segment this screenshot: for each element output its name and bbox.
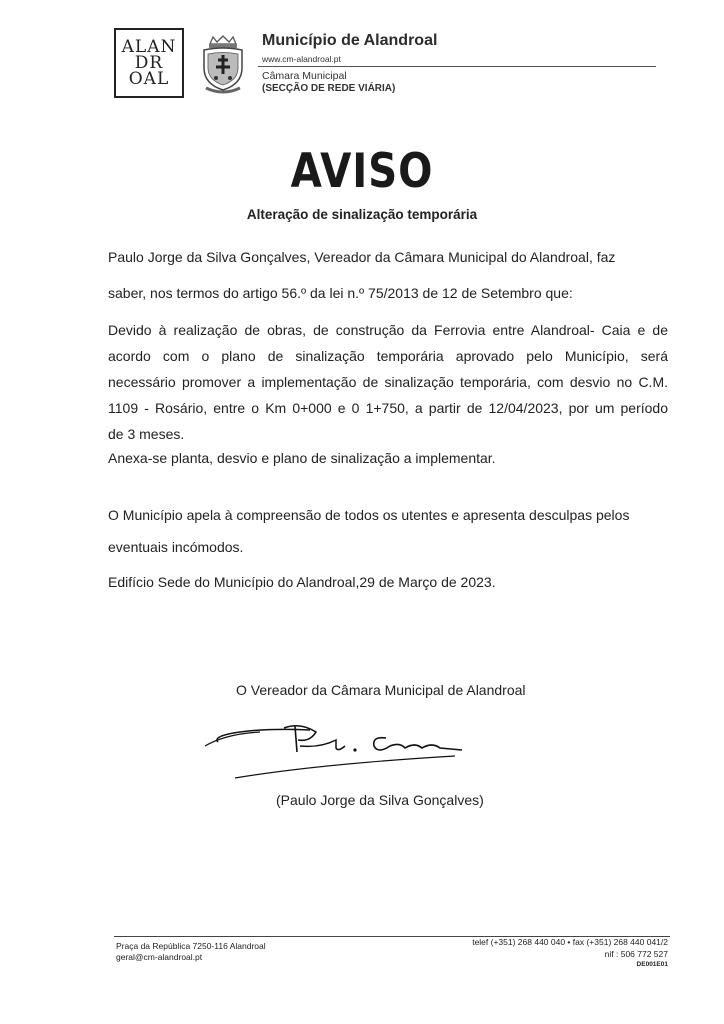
place-date: Edifício Sede do Município do Alandroal,29 de Março de 2023. — [108, 574, 496, 590]
footer-phones: telef (+351) 268 440 040 • fax (+351) 268 440 041/2 — [472, 937, 668, 947]
body-line-1: Devido à realização de obras, de construção da Ferrovia entre Alandroal- Caia e de — [108, 322, 668, 338]
apology-line-1: O Município apela à compreensão de todos os utentes e apresenta desculpas pelos — [108, 507, 630, 523]
header-divider — [258, 66, 656, 67]
signatory-name: (Paulo Jorge da Silva Gonçalves) — [276, 792, 484, 808]
handwritten-signature — [200, 712, 470, 792]
footer-doc-code: DE001E01 — [636, 961, 668, 968]
annex-line: Anexa-se planta, desvio e plano de sinalização a implementar. — [108, 450, 496, 466]
body-line-5: de 3 meses. — [108, 426, 185, 442]
body-line-4: 1109 - Rosário, entre o Km 0+000 e 0 1+750, a partir de 12/04/2023, por um período — [108, 400, 668, 416]
footer-address: Praça da República 7250-116 Alandroal — [116, 941, 266, 951]
footer-nif: nif : 506 772 527 — [604, 949, 668, 959]
logo-line-3: OAL — [128, 69, 170, 89]
body-line-3: necessário promover a implementação de sinalização temporária, com desvio no C.M. — [108, 374, 668, 390]
intro-line-2: saber, nos termos do artigo 56.º da lei n.º 75/2013 de 12 de Setembro que: — [108, 285, 573, 301]
intro-line-1: Paulo Jorge da Silva Gonçalves, Vereador da Câmara Municipal do Alandroal, faz — [108, 249, 616, 265]
municipality-name: Município de Alandroal — [262, 32, 438, 49]
notice-title: AVISO — [290, 144, 434, 199]
footer-email: geral@cm-alandroal.pt — [116, 952, 203, 962]
apology-line-2: eventuais incómodos. — [108, 539, 244, 555]
logo-line-2: DR — [134, 53, 164, 73]
coat-of-arms-icon — [198, 34, 248, 96]
chamber-name: Câmara Municipal — [262, 70, 347, 82]
logo-line-1: ALAN — [121, 37, 177, 57]
body-line-2: acordo com o plano de sinalização temporária aprovado pelo Município, será — [108, 348, 668, 364]
notice-subtitle: Alteração de sinalização temporária — [246, 207, 478, 222]
municipality-website: www.cm-alandroal.pt — [262, 54, 341, 64]
signatory-role: O Vereador da Câmara Municipal de Alandroal — [236, 682, 526, 698]
section-name: (SECÇÃO DE REDE VIÁRIA) — [262, 83, 396, 94]
municipality-logo — [114, 28, 184, 98]
